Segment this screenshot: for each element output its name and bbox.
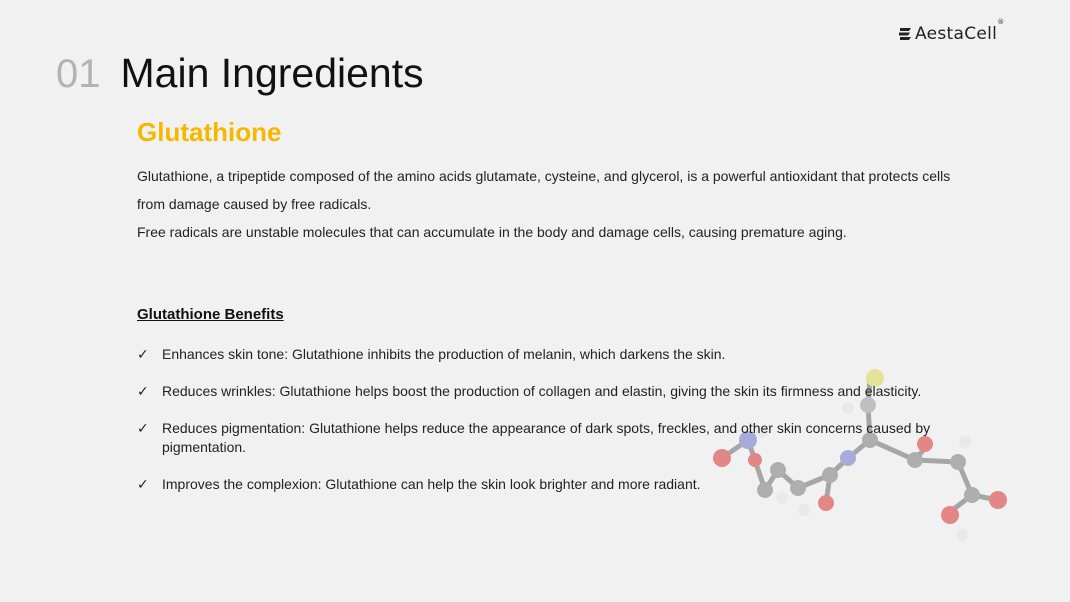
benefit-text: Reduces wrinkles: Glutathione helps boost the production of collagen and elastin, giving the skin its firmness and elasticity.: [162, 383, 922, 399]
slide-header: [56, 50, 424, 97]
slide-number: 01: [56, 52, 101, 96]
aestacell-logo-icon: [898, 27, 912, 41]
benefit-item: [137, 419, 937, 457]
check-icon: ✓: [137, 420, 149, 436]
benefit-text: Enhances skin tone: Glutathione inhibits the production of melanin, which darkens the skin.: [162, 346, 726, 362]
check-icon: ✓: [137, 346, 149, 362]
intro-paragraph: Free radicals are unstable molecules that can accumulate in the body and damage cells, causing premature aging.: [137, 224, 847, 240]
brand-logo: [898, 18, 1005, 44]
benefit-text: Improves the complexion: Glutathione can help the skin look brighter and more radiant.: [162, 476, 701, 492]
benefit-item: [137, 345, 937, 364]
intro-paragraph: Glutathione, a tripeptide composed of the amino acids glutamate, cysteine, and glycerol, is a powerful antioxidant that protects cells from damage caused by free radicals.: [137, 168, 951, 212]
benefit-item: [137, 382, 937, 401]
ingredient-name: Glutathione: [137, 117, 282, 147]
benefits-heading: Glutathione Benefits: [137, 306, 284, 323]
ingredient-intro: [137, 162, 967, 246]
benefit-item: [137, 475, 937, 494]
benefit-text: Reduces pigmentation: Glutathione helps reduce the appearance of dark spots, freckles, and other skin concerns caused by pigmentation.: [162, 420, 931, 455]
slide-title: Main Ingredients: [120, 50, 424, 96]
logo-text: AestaCell®: [915, 18, 1005, 44]
check-icon: ✓: [137, 476, 149, 492]
check-icon: ✓: [137, 383, 149, 399]
benefits-list: [137, 345, 937, 512]
